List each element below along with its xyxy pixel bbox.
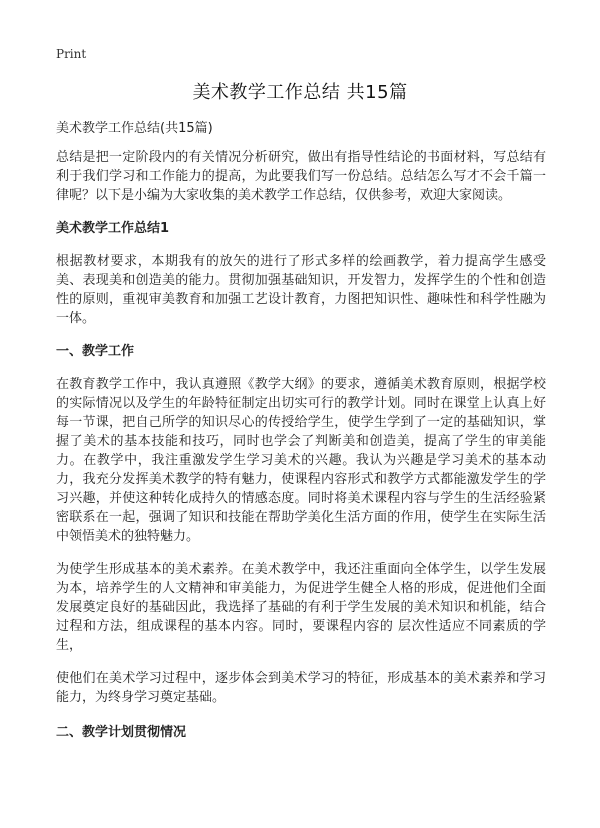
teaching-work-paragraph-1: 在教育教学工作中，我认真遵照《教学大纲》的要求，遵循美术教育原则，根据学校的实际情况以及学生的年龄特征制定出切实可行的教学计划。同时在课堂上认真上好每一节课，把自己所学的知识尽心的传授给学生，使学生学到了一定的基础知识，掌握了美术的基本技能和技巧，同时也学会了判断美和创造美，提高了学生的审美能力。在教学中，我注重激发学生学习美术的兴趣。我认为兴趣是学习美术的基本动力，我充分发挥美术教学的特有魅力，使课程内容形式和教学方式都能激发学生的学习兴趣，并使这种转化成持久的情感态度。同时将美术课程内容与学生的生活经验紧密联系在一起，强调了知识和技能在帮助学美化生活方面的作用，使学生在实际生活中领悟美术的独特魅力。 <box>56 377 546 544</box>
article-subtitle: 美术教学工作总结(共15篇) <box>56 121 213 136</box>
subsection-heading-teaching-work: 一、教学工作 <box>56 344 135 359</box>
page-title: 美术教学工作总结 共15篇 <box>192 82 408 103</box>
teaching-work-paragraph-2: 为使学生形成基本的美术素养。在美术教学中，我还注重面向全体学生，以学生发展为本，培养学生的人文精神和审美能力，为促进学生健全人格的形成，促进他们全面发展奠定良好的基础因此，我选择了基础的有利于学生发展的美术知识和机能，结合过程和方法，组成课程的基本内容。同时，要课程内容的 层次性适应不同素质的学生， <box>56 562 546 653</box>
section-paragraph: 根据教材要求，本期我有的放矢的进行了形式多样的绘画教学，着力提高学生感受美、表现美和创造美的能力。贯彻加强基础知识，开发智力，发挥学生的个性和创造性的原则，重视审美教育和加强工艺设计教育，力图把知识性、趣味性和科学性融为一体。 <box>56 254 546 326</box>
print-link[interactable]: Print <box>56 47 87 61</box>
section-heading: 美术教学工作总结1 <box>56 221 170 236</box>
article-body <box>56 119 546 756</box>
intro-paragraph: 总结是把一定阶段内的有关情况分析研究，做出有指导性结论的书面材料，写总结有利于我们学习和工作能力的提高，为此要我们写一份总结。总结怎么写才不会千篇一律呢？以下是小编为大家收集的美术教学工作总结，仅供参考，欢迎大家阅读。 <box>56 150 546 203</box>
subsection-heading-plan: 二、教学计划贯彻情况 <box>56 725 187 740</box>
teaching-work-paragraph-3: 使他们在美术学习过程中，逐步体会到美术学习的特征，形成基本的美术素养和学习能力，为终身学习奠定基础。 <box>56 671 546 705</box>
